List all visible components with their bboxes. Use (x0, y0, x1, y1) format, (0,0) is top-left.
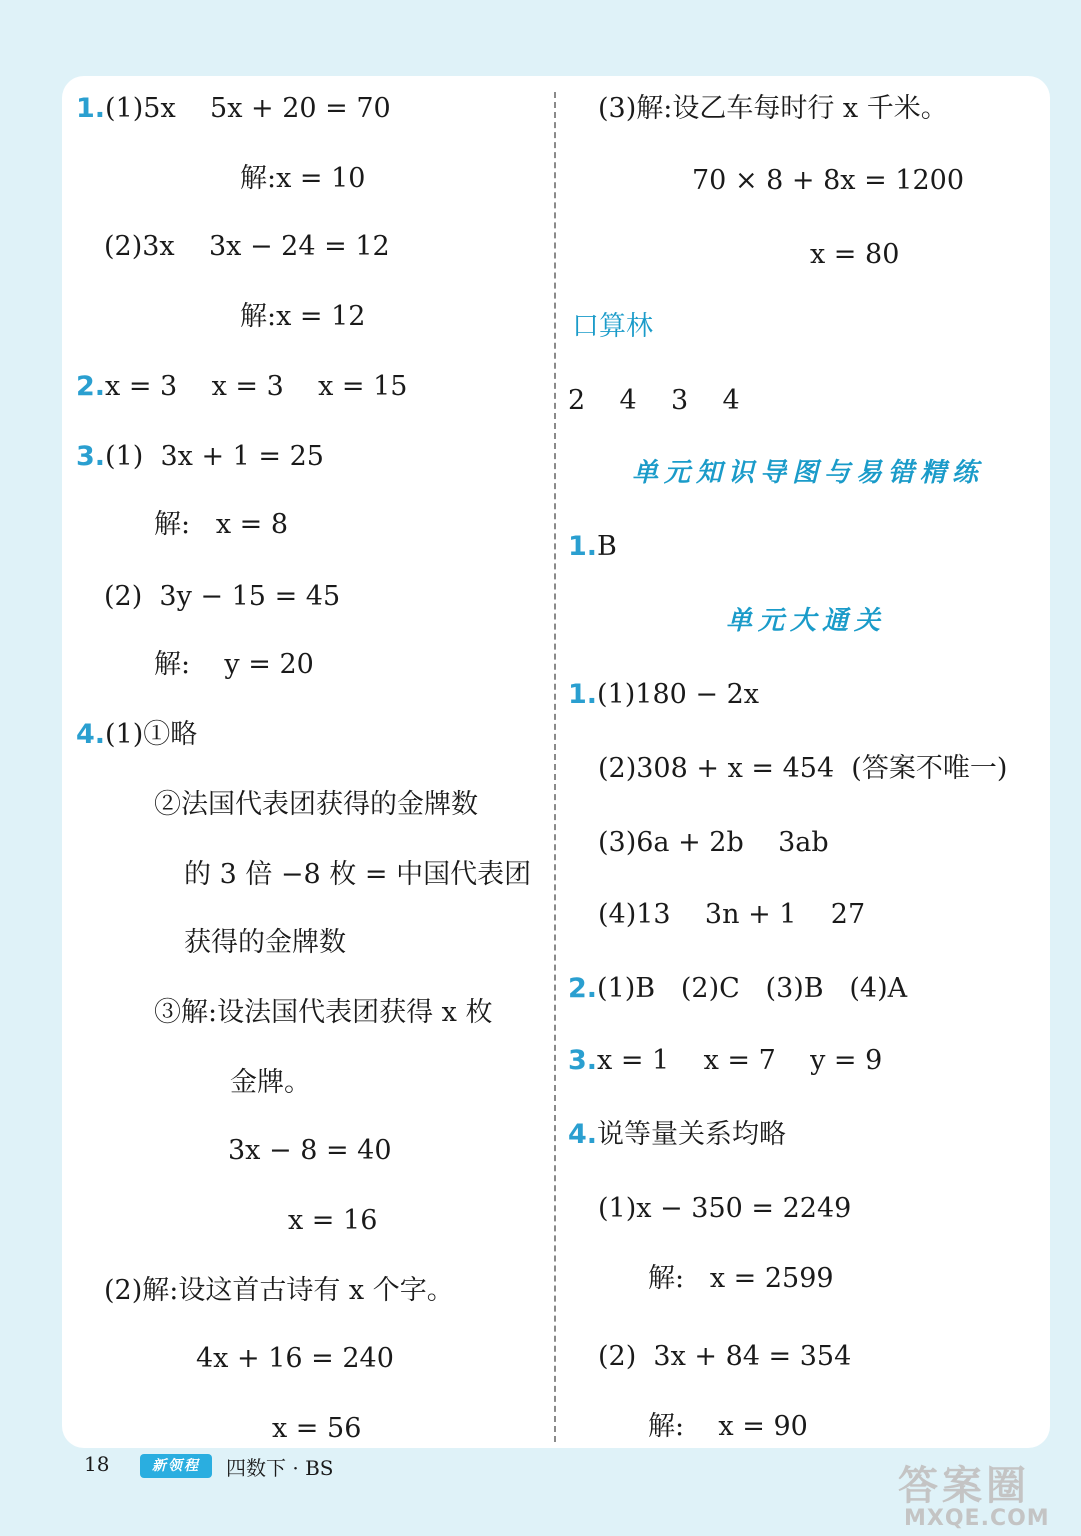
answer-text: ②法国代表团获得的金牌数 (154, 789, 478, 820)
answer-text: 解:x = 10 (240, 163, 366, 194)
question-number: 3. (76, 441, 106, 472)
question-number: 1. (568, 531, 598, 562)
answer-text: ③解:设法国代表团获得 x 枚 (154, 997, 493, 1028)
answer-text: B (597, 531, 617, 562)
answer-line (154, 996, 493, 1030)
answer-line (154, 648, 314, 682)
answer-line (104, 230, 390, 264)
answer-line (196, 1342, 394, 1376)
answer-line (598, 826, 829, 860)
answer-line (76, 370, 407, 404)
answer-text: (1)B (2)C (3)B (4)A (597, 973, 908, 1004)
answer-line (648, 1262, 834, 1296)
answer-line (568, 678, 759, 712)
answer-line (184, 926, 346, 960)
answer-line (228, 1134, 392, 1168)
answer-line (154, 788, 478, 822)
section-unit-test: 单元大通关 (726, 606, 887, 636)
answer-line (598, 898, 865, 932)
answer-line (598, 752, 1007, 786)
question-number: 4. (568, 1119, 598, 1150)
answer-text: 解: y = 20 (154, 649, 314, 680)
answer-line (598, 92, 948, 126)
answer-text: 获得的金牌数 (184, 927, 346, 958)
answer-line (568, 384, 740, 418)
answer-line (76, 718, 197, 752)
answer-line (568, 1118, 786, 1152)
question-number: 1. (568, 679, 598, 710)
answer-text: x = 3 x = 3 x = 15 (105, 371, 408, 402)
answer-line (692, 164, 964, 198)
answer-text: (3)6a + 2b 3ab (598, 827, 829, 858)
answer-text: (2) 3y − 15 = 45 (104, 581, 341, 612)
answer-text: (1)5x 5x + 20 = 70 (105, 93, 391, 124)
answer-text: x = 56 (272, 1413, 362, 1444)
answer-line (568, 530, 617, 564)
answer-line (154, 508, 288, 542)
question-number: 2. (76, 371, 106, 402)
answer-text: 说等量关系均略 (597, 1119, 787, 1150)
brand-badge: 新领程 (140, 1454, 212, 1478)
section-oral: 口算林 (572, 311, 653, 342)
watermark-logo (898, 1454, 1078, 1534)
question-number: 3. (568, 1045, 598, 1076)
answer-line (568, 1044, 882, 1078)
answer-text: x = 16 (288, 1205, 378, 1236)
answer-text: x = 80 (810, 239, 900, 270)
answer-text: (3)解:设乙车每时行 x 千米。 (598, 93, 948, 124)
subject-label: 四数下 · BS (226, 1456, 334, 1480)
answer-line (810, 238, 899, 272)
answer-line (76, 440, 324, 474)
answer-line (240, 162, 365, 196)
answer-line (76, 92, 391, 126)
question-number: 2. (568, 973, 598, 1004)
watermark-top: 答案圈 (898, 1463, 1030, 1509)
answer-line (104, 1274, 454, 1308)
section-unit-map: 单元知识导图与易错精练 (632, 458, 985, 488)
answer-text: 解:x = 12 (240, 301, 366, 332)
answer-line (272, 1412, 361, 1446)
watermark-bottom: MXQE.COM (904, 1506, 1050, 1531)
answer-text: (4)13 3n + 1 27 (598, 899, 866, 930)
answer-text: (2)3x 3x − 24 = 12 (104, 231, 390, 262)
answer-text: (2) 3x + 84 = 354 (598, 1341, 852, 1372)
answer-line (240, 300, 365, 334)
answer-line (648, 1410, 808, 1444)
answer-text: 2 4 3 4 (568, 385, 740, 416)
answer-text: (1)①略 (105, 719, 198, 750)
answer-line (288, 1204, 377, 1238)
answer-line (230, 1066, 311, 1100)
answer-text: (2)解:设这首古诗有 x 个字。 (104, 1275, 454, 1306)
answer-line (568, 972, 907, 1006)
answer-line (598, 1192, 851, 1226)
question-number: 1. (76, 93, 106, 124)
answer-line (598, 1340, 851, 1374)
answer-text: 解: x = 90 (648, 1411, 808, 1442)
answer-text: (1) 3x + 1 = 25 (105, 441, 324, 472)
answer-text: 3x − 8 = 40 (228, 1135, 392, 1166)
question-number: 4. (76, 719, 106, 750)
column-divider (554, 92, 556, 1442)
answer-line (104, 580, 340, 614)
answer-text: 4x + 16 = 240 (196, 1343, 394, 1374)
answer-text: 金牌。 (230, 1067, 311, 1098)
answer-line (184, 858, 531, 892)
answer-text: 70 × 8 + 8x = 1200 (692, 165, 965, 196)
answer-text: (1)x − 350 = 2249 (598, 1193, 852, 1224)
answer-text: 解: x = 8 (154, 509, 289, 540)
answer-text: (1)180 − 2x (597, 679, 760, 710)
answer-text: 的 3 倍 −8 枚 = 中国代表团 (184, 859, 532, 890)
answer-text: x = 1 x = 7 y = 9 (597, 1045, 883, 1076)
answer-text: (2)308 + x = 454 (答案不唯一) (598, 753, 1008, 784)
page-number: 18 (84, 1452, 110, 1476)
answer-text: 解: x = 2599 (648, 1263, 834, 1294)
